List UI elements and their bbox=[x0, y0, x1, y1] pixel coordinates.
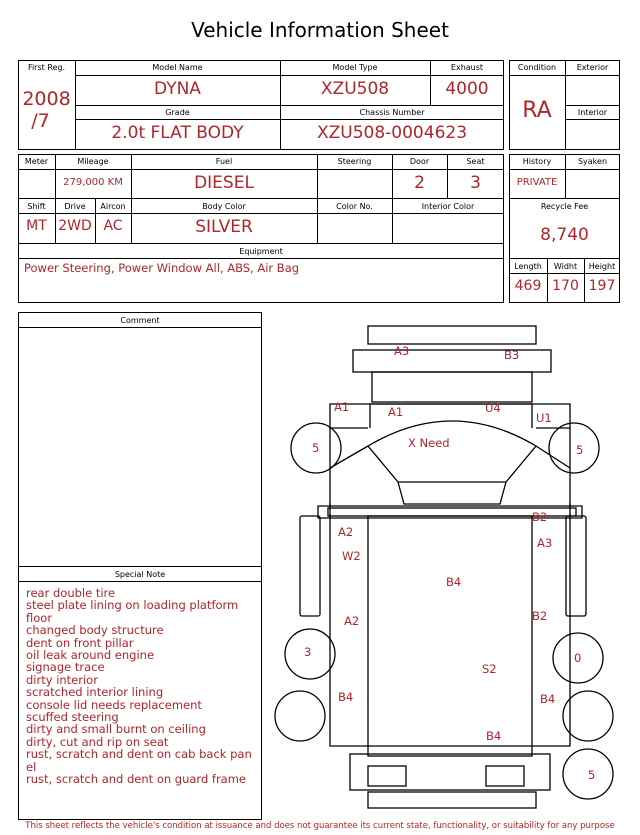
disclaimer-footer: This sheet reflects the vehicle's condition at issuance and does not guarantee its current state, functionality, or suitability for any purpose bbox=[25, 821, 615, 831]
shift-label: Shift bbox=[27, 202, 46, 211]
mark-w2: W2 bbox=[342, 549, 361, 563]
mark-spare-tire: 5 bbox=[588, 768, 596, 782]
recycle-fee-value: 8,740 bbox=[540, 225, 589, 245]
recycle-fee-label: Recycle Fee bbox=[540, 202, 589, 211]
syaken-label: Syaken bbox=[577, 157, 608, 166]
length-value: 469 bbox=[514, 278, 542, 294]
tire-front-right-shape bbox=[549, 423, 599, 473]
mark-b4-left: B4 bbox=[338, 690, 354, 704]
mark-u1: U1 bbox=[536, 411, 552, 425]
condition-value: RA bbox=[522, 98, 552, 123]
special-note-item: el bbox=[26, 759, 37, 774]
history-value: PRIVATE bbox=[516, 177, 558, 188]
condition-label: Condition bbox=[517, 63, 557, 72]
special-note-list bbox=[26, 587, 258, 786]
mileage-label: Mileage bbox=[77, 157, 109, 166]
exterior-label: Exterior bbox=[576, 63, 609, 72]
door-label: Door bbox=[409, 157, 430, 166]
seat-value: 3 bbox=[470, 173, 481, 193]
exhaust-value: 4000 bbox=[445, 79, 489, 99]
special-note-item: rear double tire bbox=[26, 586, 116, 600]
mark-b4-center: B4 bbox=[446, 575, 462, 589]
equipment-label: Equipment bbox=[239, 247, 283, 256]
exhaust-label: Exhaust bbox=[450, 63, 484, 72]
special-note-item: dirty, cut and rip on seat bbox=[26, 734, 169, 749]
length-label: Length bbox=[514, 262, 542, 271]
mark-b2-right: B2 bbox=[532, 609, 548, 623]
aircon-value: AC bbox=[103, 218, 123, 234]
interior-label: Interior bbox=[577, 108, 608, 117]
first-reg-month: /7 bbox=[31, 110, 50, 132]
comment-label: Comment bbox=[120, 316, 160, 325]
mark-b3-top: B3 bbox=[504, 348, 520, 362]
chassis-number-label: Chassis Number bbox=[359, 108, 425, 117]
mark-b2-right-top: B2 bbox=[532, 510, 548, 524]
model-name-label: Model Name bbox=[152, 63, 203, 72]
vehicle-damage-diagram bbox=[270, 318, 630, 818]
mark-tire-front-left: 5 bbox=[312, 441, 320, 455]
drive-value: 2WD bbox=[58, 218, 92, 234]
cab-roof-shape bbox=[372, 372, 532, 402]
model-type-value: XZU508 bbox=[320, 79, 390, 99]
cargo-bed-shape bbox=[330, 514, 570, 746]
model-type-label: Model Type bbox=[332, 63, 378, 72]
height-label: Height bbox=[588, 262, 616, 271]
special-note-item: console lid needs replacement bbox=[26, 697, 202, 712]
special-note-item: dirty and small burnt on ceiling bbox=[26, 722, 206, 737]
mark-a3-right: A3 bbox=[537, 536, 553, 550]
drive-label: Drive bbox=[64, 202, 86, 211]
body-color-value: SILVER bbox=[195, 217, 253, 237]
equipment-value: Power Steering, Power Window All, ABS, Air Bag bbox=[24, 261, 300, 275]
steering-label: Steering bbox=[337, 157, 372, 166]
history-label: History bbox=[522, 157, 552, 166]
height-value: 197 bbox=[588, 278, 616, 294]
mark-a1-cab: A1 bbox=[388, 405, 404, 419]
first-reg-year: 2008 bbox=[22, 88, 71, 110]
special-note-item: scratched interior lining bbox=[26, 685, 164, 700]
mileage-value: 279,000 KM bbox=[63, 177, 123, 188]
loading-platform-shape bbox=[368, 516, 532, 756]
model-name-value: DYNA bbox=[154, 79, 201, 99]
special-note-item: oil leak around engine bbox=[26, 648, 155, 663]
interior-color-label: Interior Color bbox=[421, 202, 475, 211]
cab-outline-shape bbox=[330, 404, 570, 506]
fuel-value: DIESEL bbox=[194, 173, 254, 193]
rear-bumper-shape bbox=[368, 792, 536, 808]
body-color-label: Body Color bbox=[202, 202, 246, 211]
special-note-item: signage trace bbox=[26, 660, 105, 675]
grade-value: 2.0t FLAT BODY bbox=[111, 123, 244, 143]
mark-a3-top: A3 bbox=[394, 344, 410, 358]
special-note-item: changed body structure bbox=[26, 623, 164, 638]
front-panel-shape bbox=[353, 350, 551, 372]
mark-b4-bottom: B4 bbox=[486, 729, 502, 743]
special-note-item: floor bbox=[26, 610, 53, 625]
mark-s2: S2 bbox=[482, 662, 497, 676]
mark-tire-rear-right: 0 bbox=[574, 651, 582, 665]
special-note-item: rust, scratch and dent on cab back pan bbox=[26, 747, 252, 762]
windshield-shape bbox=[368, 421, 536, 482]
front-bumper-shape bbox=[368, 326, 536, 344]
special-note-item: dent on front pillar bbox=[26, 635, 134, 650]
aircon-label: Aircon bbox=[100, 202, 126, 211]
shift-value: MT bbox=[26, 218, 47, 234]
width-value: 170 bbox=[552, 278, 579, 294]
mark-tire-front-right: 5 bbox=[576, 443, 584, 457]
fuel-label: Fuel bbox=[215, 157, 233, 166]
special-note-item: steel plate lining on loading platform bbox=[26, 598, 239, 613]
page-title: Vehicle Information Sheet bbox=[191, 18, 449, 42]
mark-a1-left: A1 bbox=[334, 400, 350, 414]
seat-label: Seat bbox=[466, 157, 485, 166]
special-note-item: scuffed steering bbox=[26, 710, 119, 725]
width-label: Widht bbox=[553, 262, 578, 271]
color-no-label: Color No. bbox=[336, 202, 373, 211]
special-note-item: dirty interior bbox=[26, 672, 98, 687]
mark-b4-right: B4 bbox=[540, 692, 556, 706]
grade-label: Grade bbox=[165, 108, 190, 117]
mark-a2-left-top: A2 bbox=[338, 525, 354, 539]
mark-tire-rear-left: 3 bbox=[304, 645, 312, 659]
first-reg-label: First Reg. bbox=[27, 63, 66, 72]
mark-x-need: X Need bbox=[408, 436, 450, 450]
special-note-label: Special Note bbox=[114, 570, 166, 579]
door-value: 2 bbox=[414, 173, 425, 193]
chassis-number-value: XZU508-0004623 bbox=[316, 123, 468, 143]
rear-panel-shape bbox=[350, 754, 550, 790]
mark-a2-left: A2 bbox=[344, 614, 360, 628]
mark-u4: U4 bbox=[485, 401, 501, 415]
special-note-item: rust, scratch and dent on guard frame bbox=[26, 772, 247, 787]
meter-label: Meter bbox=[24, 157, 49, 166]
